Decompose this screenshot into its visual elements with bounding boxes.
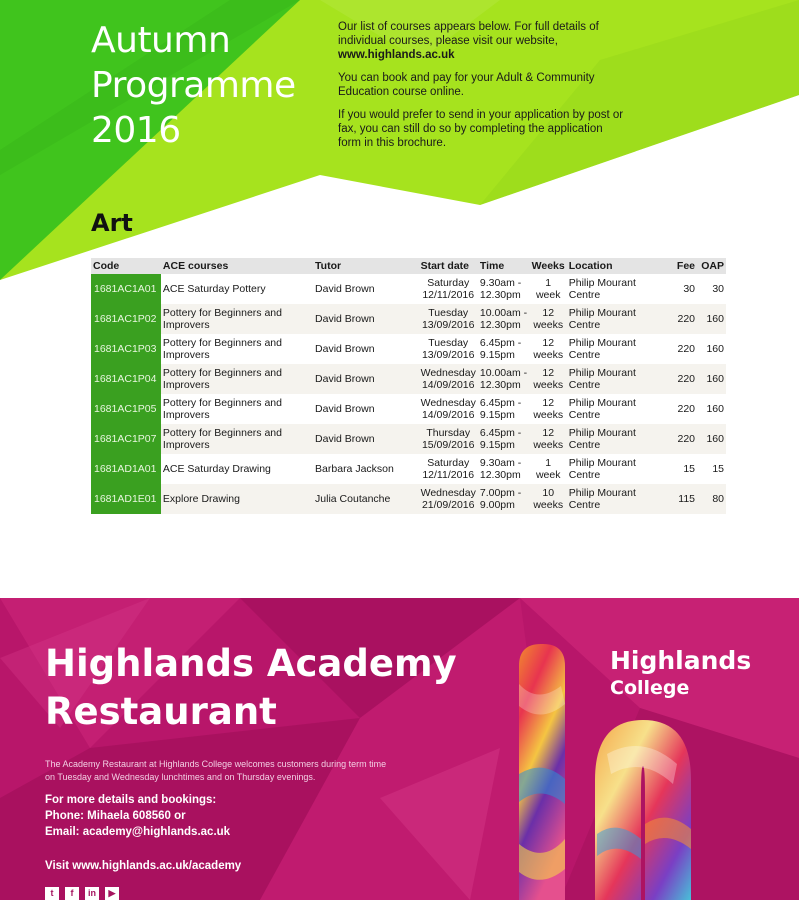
time-end: 9.15pm [479,439,515,451]
intro-paragraph-online: You can book and pay for your Adult & Community Education course online. [338,72,595,98]
course-name: Explore Drawing [161,484,313,514]
course-tutor: David Brown [313,424,419,454]
course-oap-fee: 160 [697,334,726,364]
course-time [478,484,530,514]
booking-phone: Phone: Mihaela 608560 or [45,810,186,822]
intro-text [338,20,628,159]
course-start-date [419,454,478,484]
time-end: 12.30pm [479,469,521,481]
course-start-date [419,394,478,424]
start-day: Saturday [427,456,470,469]
restaurant-title-line: Restaurant [45,690,277,733]
course-tutor: Julia Coutanche [313,484,419,514]
course-fee: 220 [671,304,697,334]
course-table [91,258,726,514]
academy-website-link[interactable]: Visit www.highlands.ac.uk/academy [45,860,242,872]
header-tutor: Tutor [313,258,419,274]
course-time [478,334,530,364]
course-weeks: 1 week [530,274,567,304]
course-oap-fee: 80 [697,484,726,514]
time-end: 12.30pm [479,319,521,331]
course-code: 1681AD1A01 [91,454,161,484]
course-location: Philip Mourant Centre [567,274,671,304]
intro-paragraph-post: If you would prefer to send in your application by post or fax, you can still do so by completing the application form in this brochure. [338,109,624,149]
table-row [91,394,726,424]
table-row [91,274,726,304]
table-row [91,484,726,514]
course-name: ACE Saturday Drawing [161,454,313,484]
college-name-line1: Highlands [610,646,752,675]
start-day: Wednesday [420,396,476,409]
programme-title-line: Autumn [91,20,231,61]
start-date: 13/09/2016 [421,349,475,361]
course-location: Philip Mourant Centre [567,484,671,514]
start-day: Tuesday [428,336,469,349]
start-day: Tuesday [428,306,469,319]
header-course: ACE courses [161,258,313,274]
course-code: 1681AC1P07 [91,424,161,454]
intro-paragraph-website [338,20,628,62]
start-day: Wednesday [420,366,476,379]
booking-heading: For more details and bookings: [45,794,217,806]
time-end: 9.15pm [479,349,515,361]
restaurant-title [45,640,515,736]
course-location: Philip Mourant Centre [567,394,671,424]
start-date: 14/09/2016 [421,409,475,421]
time-start: 10.00am - [479,306,528,319]
course-oap-fee: 160 [697,394,726,424]
table-header-row [91,258,726,274]
course-fee: 15 [671,454,697,484]
course-oap-fee: 160 [697,364,726,394]
course-location: Philip Mourant Centre [567,454,671,484]
course-start-date [419,334,478,364]
time-start: 6.45pm - [479,396,522,409]
course-fee: 115 [671,484,697,514]
twitter-icon[interactable]: t [45,887,59,900]
time-start: 9.30am - [479,276,522,289]
time-end: 12.30pm [479,289,521,301]
facebook-icon[interactable]: f [65,887,79,900]
course-fee: 220 [671,364,697,394]
time-end: 9.00pm [479,499,515,511]
course-location: Philip Mourant Centre [567,424,671,454]
course-code: 1681AC1A01 [91,274,161,304]
linkedin-icon[interactable]: in [85,887,99,900]
course-weeks: 12 weeks [530,334,567,364]
course-oap-fee: 15 [697,454,726,484]
time-end: 12.30pm [479,379,521,391]
course-start-date [419,364,478,394]
header-weeks: Weeks [531,260,565,272]
time-start: 6.45pm - [479,336,522,349]
course-tutor: David Brown [313,364,419,394]
course-tutor: Barbara Jackson [313,454,419,484]
course-code: 1681AC1P05 [91,394,161,424]
course-oap-fee: 30 [697,274,726,304]
start-day: Saturday [427,276,470,289]
table-row [91,454,726,484]
time-start: 6.45pm - [479,426,522,439]
course-time [478,394,530,424]
course-tutor: David Brown [313,394,419,424]
website-link[interactable]: www.highlands.ac.uk [338,49,455,61]
header-fee: Fee [671,258,697,274]
time-start: 10.00am - [479,366,528,379]
course-fee: 30 [671,274,697,304]
course-time [478,304,530,334]
course-time [478,454,530,484]
course-location: Philip Mourant Centre [567,364,671,394]
course-oap-fee: 160 [697,304,726,334]
course-weeks: 12 weeks [530,424,567,454]
programme-title [91,18,331,153]
course-name: Pottery for Beginners and Improvers [161,334,313,364]
booking-details [45,792,365,840]
course-fee: 220 [671,424,697,454]
course-location: Philip Mourant Centre [567,304,671,334]
course-weeks: 10 weeks [530,484,567,514]
header-time: Time [478,258,530,274]
start-date: 15/09/2016 [421,439,475,451]
course-weeks: 12 weeks [530,394,567,424]
social-icons [45,887,119,900]
table-row [91,304,726,334]
course-weeks: 12 weeks [530,364,567,394]
start-date: 21/09/2016 [421,499,475,511]
course-start-date [419,484,478,514]
intro-website-text: Our list of courses appears below. For full details of individual courses, please visit our website, [338,21,599,47]
start-date: 12/11/2016 [422,289,475,301]
youtube-icon[interactable]: ▶ [105,887,119,900]
header-start-date: Start date [419,258,478,274]
booking-email[interactable]: Email: academy@highlands.ac.uk [45,826,231,838]
header-code: Code [91,258,161,274]
course-name: Pottery for Beginners and Improvers [161,424,313,454]
course-code: 1681AC1P03 [91,334,161,364]
course-oap-fee: 160 [697,424,726,454]
start-day: Thursday [426,426,471,439]
start-date: 12/11/2016 [422,469,475,481]
course-start-date [419,424,478,454]
course-code: 1681AD1E01 [91,484,161,514]
time-end: 9.15pm [479,409,515,421]
college-logo-text [610,646,751,700]
table-row [91,334,726,364]
header-location: Location [567,258,671,274]
programme-title-line: 2016 [91,110,181,151]
start-date: 14/09/2016 [421,379,475,391]
course-name: ACE Saturday Pottery [161,274,313,304]
course-name: Pottery for Beginners and Improvers [161,394,313,424]
programme-title-line: Programme [91,65,296,106]
restaurant-advert [0,598,799,900]
course-time [478,274,530,304]
course-weeks: 1 week [530,454,567,484]
course-time [478,364,530,394]
course-code: 1681AC1P04 [91,364,161,394]
course-start-date [419,274,478,304]
course-name: Pottery for Beginners and Improvers [161,364,313,394]
header-oap: OAP [697,258,726,274]
start-day: Wednesday [420,486,476,499]
course-start-date [419,304,478,334]
course-name: Pottery for Beginners and Improvers [161,304,313,334]
course-fee: 220 [671,394,697,424]
restaurant-title-line: Highlands Academy [45,642,457,685]
table-row [91,364,726,394]
course-time [478,424,530,454]
course-fee: 220 [671,334,697,364]
start-date: 13/09/2016 [421,319,475,331]
college-name-line2: College [610,677,690,699]
course-tutor: David Brown [313,334,419,364]
time-start: 9.30am - [479,456,522,469]
course-location: Philip Mourant Centre [567,334,671,364]
time-start: 7.00pm - [479,486,522,499]
course-tutor: David Brown [313,274,419,304]
restaurant-description: The Academy Restaurant at Highlands College welcomes customers during term time on Tuesday and Wednesday lunchtimes and on Thursday evenings. [45,759,387,782]
course-tutor: David Brown [313,304,419,334]
course-code: 1681AC1P02 [91,304,161,334]
table-row [91,424,726,454]
course-weeks: 12 weeks [530,304,567,334]
section-title: Art [91,209,133,237]
